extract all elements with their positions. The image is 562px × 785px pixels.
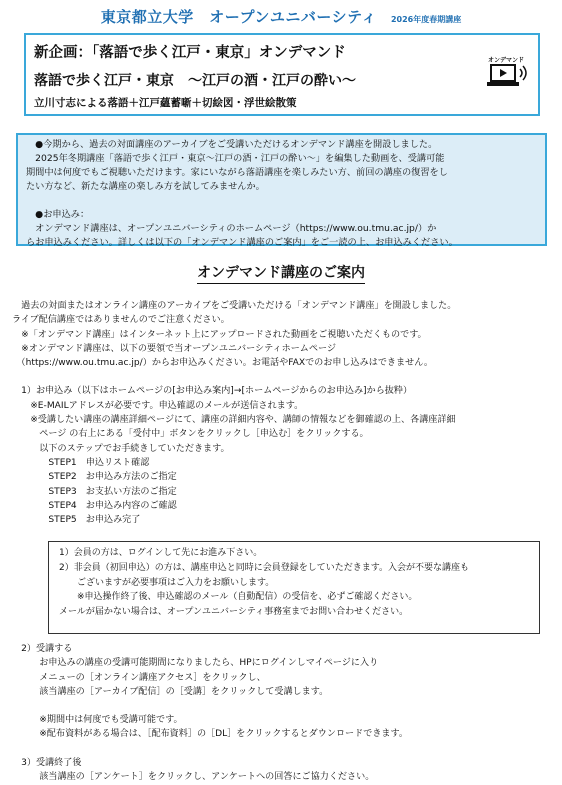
step1-line: 1）お申込み（以下はホームページの[お申込み案内]→[ホームページからのお申込み]から抜粋） bbox=[12, 386, 413, 397]
notice-line: 期間中は何度でもご視聴いただけます。家にいながら落語講座を楽しみたい方、前回の講座の復習をし bbox=[26, 167, 448, 178]
step1-line: ページ の右上にある「受付中」ボタンをクリックし［申込む］をクリックする。 bbox=[12, 429, 369, 440]
notice-box bbox=[16, 133, 547, 246]
step1-line: ※E-MAILアドレスが必要です。申込確認のメールが送信されます。 bbox=[12, 400, 304, 411]
guide-body-continued bbox=[12, 642, 552, 784]
intro-line: （https://www.ou.tmu.ac.jp/）からお申込みください。お電話やFAXでのお申し込みはできません。 bbox=[12, 358, 433, 369]
notice-line: ●お申込み： bbox=[26, 209, 90, 220]
spacer bbox=[12, 370, 552, 384]
intro-line: ※「オンデマンド講座」はインターネット上にアップロードされた動画をご視聴いただくものです。 bbox=[12, 329, 427, 340]
intro-line: ライブ配信講座ではありませんのでご注意ください。 bbox=[12, 315, 230, 326]
notice-line: オンデマンド講座は、オープンユニバーシティのホームページ（https://www.ou.tmu.ac.jp/）か bbox=[26, 223, 437, 234]
laptop-play-icon bbox=[484, 63, 528, 93]
step3-line: 3）受講終了後 bbox=[12, 757, 82, 768]
intro-line: 過去の対面またはオンライン講座のアーカイブをご受講いただける「オンデマンド講座」を開設しました。 bbox=[12, 301, 457, 311]
step2-note: ※期間中は何度でも受講可能です。 bbox=[12, 715, 183, 726]
season-label: 2026年度春期講座 bbox=[390, 15, 462, 24]
info-line: 2）非会員（初回申込）の方は、講座申込と同時に会員登録をしていただきます。入会が不要な講座も bbox=[59, 562, 470, 573]
step2-line: お申込みの講座の受講可能期間になりましたら、HPにログインしマイページに入り bbox=[12, 658, 379, 669]
step2-line: 2）受講する bbox=[12, 644, 73, 654]
step3-line: 該当講座の［アンケート］をクリックし、アンケートへの回答にご協力ください。 bbox=[12, 772, 375, 783]
on-demand-label: オンデマンド bbox=[487, 57, 524, 64]
step1-line: ※受講したい講座の講座詳細ページにて、講座の詳細内容や、講師の情報などを御確認の上、各講座詳細 bbox=[12, 415, 456, 426]
guide-heading bbox=[0, 262, 562, 282]
course-title-box bbox=[24, 33, 540, 116]
intro-line: ※オンデマンド講座は、以下の要領で当オープンユニバーシティホームページ bbox=[12, 343, 336, 354]
member-info-box bbox=[48, 541, 540, 634]
info-line: メールが届かない場合は、オープンユニバーシティ事務室までお問い合わせください。 bbox=[59, 607, 409, 618]
step-item: STEP4 お申込み内容のご確認 bbox=[12, 500, 177, 511]
on-demand-badge bbox=[484, 55, 528, 95]
step-item: STEP3 お支払い方法のご指定 bbox=[12, 486, 177, 497]
notice-line: 2025年冬期講座「落語で歩く江戸・東京～江戸の酒・江戸の酔い～」を編集した動画を、受講可能 bbox=[26, 153, 445, 164]
notice-line: たい方など、新たな講座の楽しみ方を試してみませんか。 bbox=[26, 181, 265, 192]
spacer bbox=[12, 742, 552, 756]
course-description: 立川寸志による落語＋江戸蘊蓄噺＋切絵図・浮世絵散策 bbox=[34, 97, 297, 109]
step2-line: 該当講座の［アーカイブ配信］の［受講］をクリックして受講します。 bbox=[12, 686, 329, 697]
notice-line: ●今期から、過去の対面講座のアーカイブをご受講いただけるオンデマンド講座を開設しました。 bbox=[26, 139, 438, 150]
guide-body bbox=[12, 299, 552, 527]
step-item: STEP1 申込リスト確認 bbox=[12, 457, 150, 468]
step1-line: 以下のステップでお手続きしていただきます。 bbox=[12, 443, 230, 454]
course-title-sub: 落語で歩く江戸・東京 ～江戸の酒・江戸の酔い～ bbox=[34, 73, 356, 89]
info-line: 1）会員の方は、ログインして先にお進み下さい。 bbox=[59, 548, 263, 558]
step2-line: メニューの［オンライン講座アクセス］をクリックし、 bbox=[12, 672, 266, 683]
university-title: 東京都立大学 オープンユニバーシティ bbox=[100, 8, 377, 26]
info-line: ございますが必要事項はご入力をお願いします。 bbox=[59, 577, 275, 588]
spacer bbox=[12, 699, 552, 713]
notice-spacer bbox=[26, 194, 537, 208]
course-title-main: 新企画：「落語で歩く江戸・東京」オンデマンド bbox=[34, 45, 346, 61]
info-line: ※申込操作終了後、申込確認のメール（自動配信）の受信を、必ずご確認ください。 bbox=[59, 592, 418, 603]
page-header bbox=[0, 6, 562, 28]
guide-title: オンデマンド講座のご案内 bbox=[197, 265, 365, 284]
step-item: STEP5 お申込み完了 bbox=[12, 515, 141, 526]
step-item: STEP2 お申込み方法のご指定 bbox=[12, 472, 177, 483]
step2-note: ※配布資料がある場合は、［配布資料］の［DL］をクリックするとダウンロードできます。 bbox=[12, 729, 408, 740]
notice-line: らお申込みください。詳しくは以下の「オンデマンド講座のご案内」をご一読の上、お申込みください。 bbox=[26, 237, 458, 248]
